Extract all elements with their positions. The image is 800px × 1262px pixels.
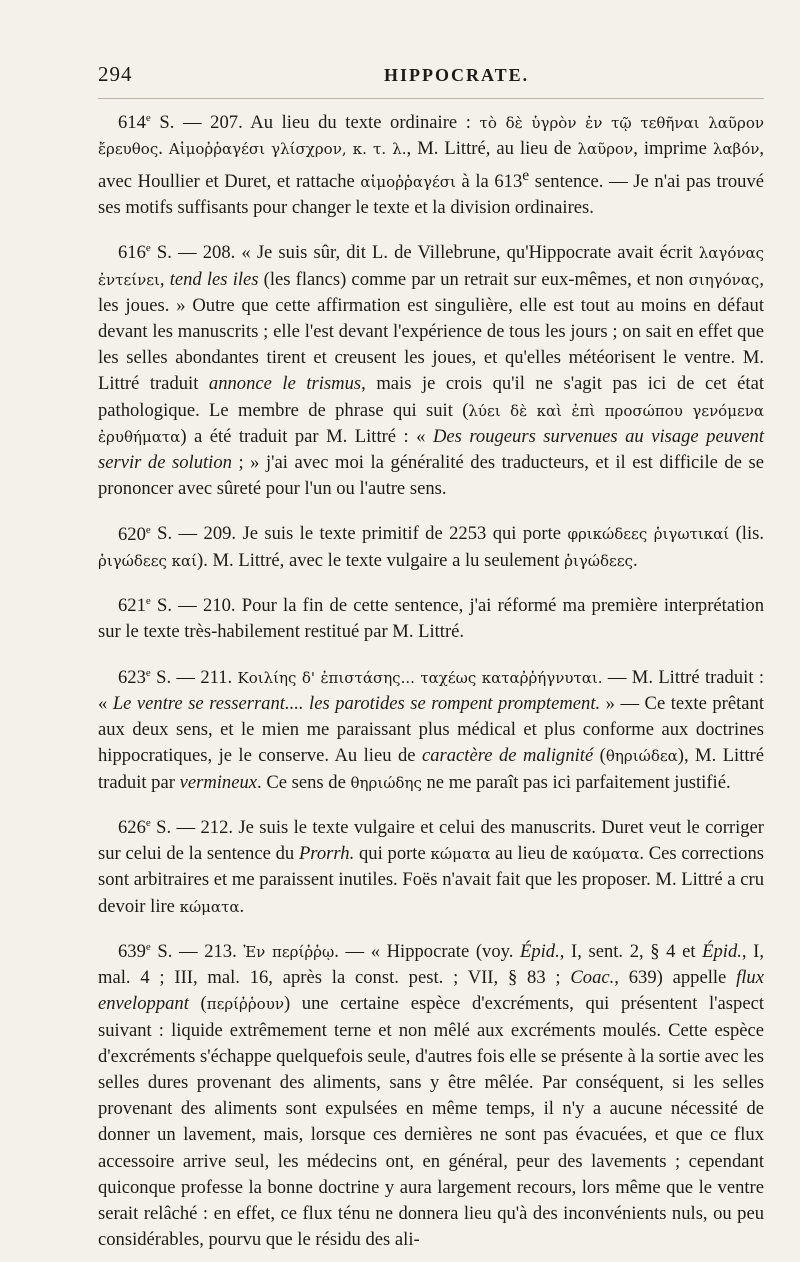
entry-number: 639e [118, 940, 151, 962]
entry-number: 626e [118, 816, 151, 838]
note-entry-639: 639e S. — 213. Ἐν περίῤῥῳ. — « Hippocrate (voy. Épid., I, sent. 2, § 4 et Épid., I, mal. 4 ; III, mal. 16, après la const. pest. ; VII, § 83 ; Coac., 639) appelle flux enveloppant (περίῤῥουν) une certaine espèce d'excréments, qui présentent l'aspect suivant : liquide extrêmement terne et non mêlé aux excréments moulés. Cette espèce d'excréments s'échappe quelquefois seule, d'autres fois elle se présente à la sortie avec les selles dures provenant des aliments, sans y être mêlée. Par conséquent, si les selles provenant des aliments sont expulsées en même temps, il n'y a aucune nécessité de donner un lavement, mais, lorsque ces dernières ne sont pas évacuées, et que ce flux accessoire arrive seul, les médecins ont, en général, peur des lavements ; cependant quiconque professe la bonne doctrine y aura largement recours, lors même que le ventre serait relâché : en effet, ce flux ténu ne donnera lieu qu'à des inconvénients nuls, ou peu considérables, pourvu que le résidu des ali- [98, 940, 765, 1251]
greek-word: ῥιγώδεες καί [98, 551, 198, 570]
note-entry-623: 623e S. — 211. Κοιλίης δ' ἐπιστάσης... ταχέως καταῤῥήγνυται. — M. Littré traduit : « Le ventre se resserrant.... les parotides se rompent promptement. » — Ce texte prêtant aux deux sens, et le mien me paraissant plus médical et plus conforme aux doctrines hippocratiques, je le conserve. Au lieu de caractère de malignité (θηριώδεα), M. Littré traduit par vermineux. Ce sens de θηριώδης ne me paraît pas ici parfaitement justifié. [98, 666, 764, 793]
greek-quote: Αἱμοῤῥαγέσι γλίσχρον, κ. τ. λ. [168, 140, 407, 159]
greek-word: σιηγόνας [688, 270, 760, 289]
running-title: HIPPOCRATE. [384, 65, 530, 85]
italic-text: flux enveloppant [98, 967, 764, 1015]
italic-text: Le ventre se resserrant.... les parotides se rompent promptement. [112, 692, 601, 714]
greek-quote: λύει δὲ καὶ ἐπὶ προσώπου γενόμενα ἐρυθήματα [98, 401, 764, 446]
greek-word: καύματα [572, 845, 640, 864]
italic-text: Prorrh. [298, 843, 355, 865]
entry-number: 614e [118, 112, 151, 134]
entry-number: 623e [118, 666, 151, 688]
page-number: 294 [98, 62, 133, 86]
greek-word: λαβόν [712, 140, 760, 159]
note-entry-626: 626e S. — 212. Je suis le texte vulgaire et celui des manuscrits. Duret veut le corriger sur celui de la sentence du Prorrh. qui porte κώματα au lieu de καύματα. Ces corrections sont arbitraires et me paraissent inutiles. Foës n'avait fait que les proposer. M. Littré a cru devoir lire κώματα. [98, 816, 764, 917]
greek-word: αἱμοῤῥαγέσι [360, 172, 456, 191]
italic-text: Épid. [519, 940, 560, 962]
greek-word: λαῦρον [577, 140, 634, 159]
entry-number: 621e [118, 595, 151, 617]
italic-text: tend les iles [169, 268, 259, 290]
note-entry-614: 614e S. — 207. Au lieu du texte ordinaire : τὸ δὲ ὑγρὸν ἐν τῷ τεθῆναι λαῦρον ἔρευθος. Αἱμοῤῥαγέσι γλίσχρον, κ. τ. λ., M. Littré, au lieu de λαῦρον, imprime λαβόν, avec Houllier et Duret, et rattache αἱμοῤῥαγέσι à la 613e sentence. — Je n'ai pas trouvé ses motifs suffisants pour changer le texte et la division ordinaires. [98, 112, 765, 218]
greek-word: θηριώδης [350, 773, 422, 792]
italic-text: caractère de malignité [421, 745, 594, 767]
greek-word: Ἐν περίῤῥῳ [243, 942, 335, 961]
greek-word: κώματα [179, 897, 240, 916]
italic-text: annonce le trismus [208, 373, 362, 395]
italic-text: Des rougeurs survenues au visage peuvent servir de solution [98, 425, 764, 473]
greek-word: περίῤῥουν [206, 995, 284, 1014]
note-entry-620: 620e S. — 209. Je suis le texte primitif de 2253 qui porte φρικώδεες ῥιγωτικαί (lis. ῥιγώδεες καί). M. Littré, avec le texte vulgaire a lu seulement ῥιγώδεες. [98, 523, 764, 571]
italic-text: Épid. [702, 940, 742, 962]
italic-text: vermineux [179, 771, 258, 793]
greek-quote: τὸ δὲ ὑγρὸν ἐν τῷ τεθῆναι λαῦρον ἔρευθος [98, 114, 764, 159]
italic-text: Coac. [570, 967, 615, 989]
page-header [98, 62, 764, 99]
greek-quote: λαγόνας ἐντείνει [98, 244, 764, 289]
greek-quote: Κοιλίης δ' ἐπιστάσης... ταχέως καταῤῥήγνυται. [237, 668, 603, 687]
greek-word: ῥιγώδεες [564, 551, 633, 570]
note-entry-621: 621e S. — 210. Pour la fin de cette sentence, j'ai réformé ma première interprétation sur le texte très-habilement restitué par M. Littré. [98, 595, 764, 643]
greek-word: θηριώδεα [605, 747, 678, 766]
greek-word: φρικώδεες ῥιγωτικαί [567, 525, 730, 544]
entry-number: 620e [118, 523, 151, 545]
greek-word: κώματα [430, 845, 491, 864]
note-entry-616: 616e S. — 208. « Je suis sûr, dit L. de Villebrune, qu'Hippocrate avait écrit λαγόνας ἐντείνει, tend les iles (les flancs) comme par un retrait sur eux-mêmes, et non σιηγόνας, les joues. » Outre que cette affirmation est singulière, elle est tout au moins en défaut devant les manuscrits ; elle l'est devant l'expérience de tous les jours ; on sait en effet que les selles abondantes tirent et creusent les joues, et qu'elles météorisent le ventre. M. Littré traduit annonce le trismus, mais je crois qu'il ne s'agit pas ici de cet état pathologique. Le membre de phrase qui suit (λύει δὲ καὶ ἐπὶ προσώπου γενόμενα ἐρυθήματα) a été traduit par M. Littré : « Des rougeurs survenues au visage peuvent servir de solution ; » j'ai avec moi la généralité des traducteurs, et il est difficile de se prononcer avec sûreté pour l'un ou l'autre sens. [98, 242, 764, 500]
entry-number: 616e [118, 242, 151, 264]
